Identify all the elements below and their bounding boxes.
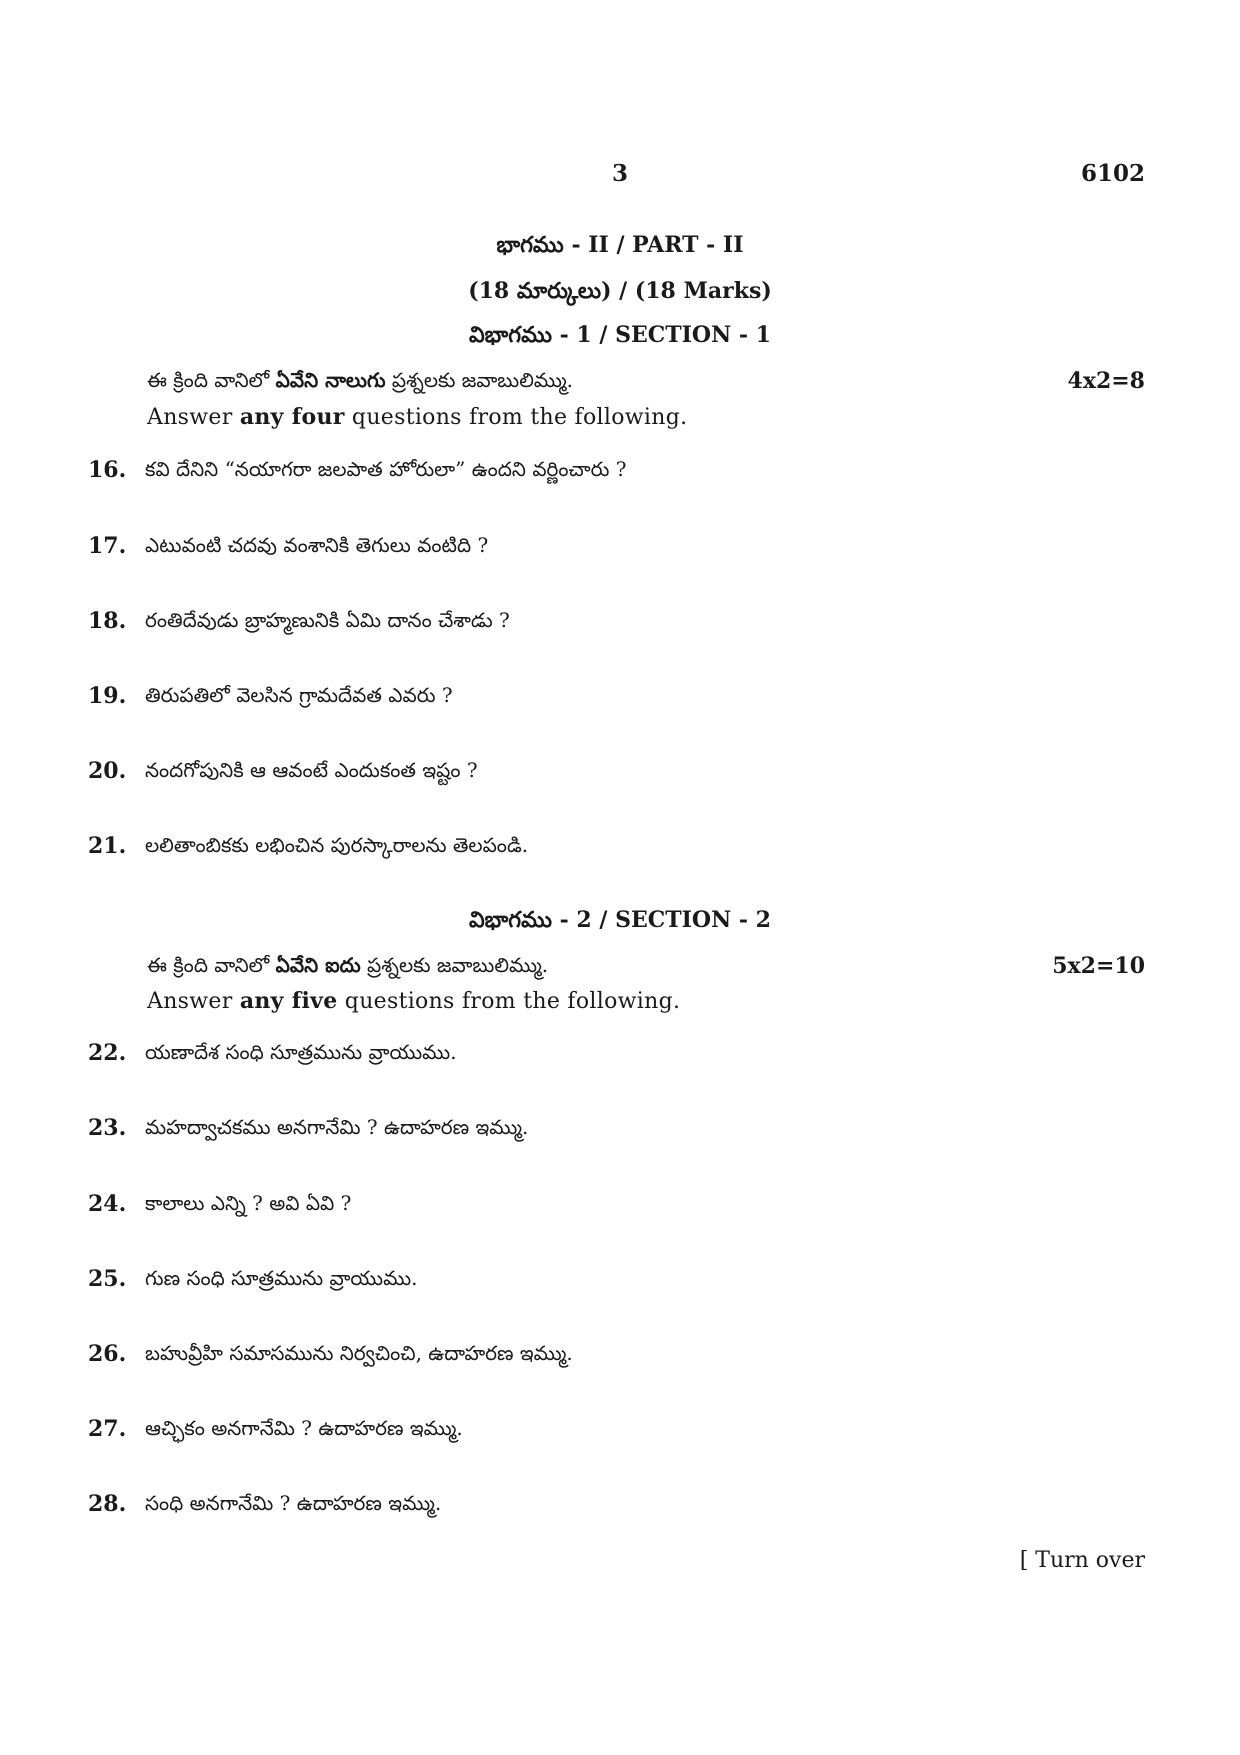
- question-text: నందగోపునికి ఆ ఆవంటే ఎందుకంత ఇష్టం ?: [145, 758, 478, 782]
- question-number: 20.: [88, 758, 127, 784]
- part-title: భాగము - II / PART - II: [496, 232, 744, 258]
- question-text: గుణ సంధి సూత్రమును వ్రాయుము.: [145, 1266, 418, 1290]
- section-1-instruction-telugu: ఈ క్రింది వానిలో ఏవేని నాలుగు ప్రశ్నలకు జవాబులిమ్ము.: [147, 368, 574, 392]
- section-2-marks: 5x2=10: [1052, 953, 1145, 979]
- section-1-marks: 4x2=8: [1067, 368, 1145, 394]
- turn-over-note: [ Turn over: [1019, 1548, 1145, 1573]
- section-1-instruction-english: Answer any four questions from the following.: [147, 404, 688, 430]
- question-number: 22.: [88, 1040, 127, 1066]
- question-number: 26.: [88, 1341, 127, 1367]
- section-2-instruction-telugu: ఈ క్రింది వానిలో ఏవేని ఐదు ప్రశ్నలకు జవాబులిమ్ము.: [147, 953, 549, 977]
- question-number: 17.: [88, 533, 127, 559]
- question-text: ఆచ్ఛికం అనగానేమి ? ఉదాహరణ ఇమ్ము.: [145, 1416, 463, 1440]
- section-2-title: విభాగము - 2 / SECTION - 2: [469, 907, 771, 933]
- question-number: 16.: [88, 457, 127, 483]
- question-text: కవి దేనిని “నయాగరా జలపాత హోరులా” ఉందని వర్ణించారు ?: [145, 457, 627, 481]
- part-marks: (18 మార్కులు) / (18 Marks): [468, 278, 772, 304]
- section-1-title: విభాగము - 1 / SECTION - 1: [469, 322, 771, 348]
- page-number: 3: [611, 160, 628, 187]
- question-number: 19.: [88, 683, 127, 709]
- question-number: 25.: [88, 1266, 127, 1292]
- question-text: యణాదేశ సంధి సూత్రమును వ్రాయుము.: [145, 1040, 457, 1064]
- question-text: రంతిదేవుడు బ్రాహ్మణునికి ఏమి దానం చేశాడు ?: [145, 608, 510, 632]
- question-text: మహద్వాచకము అనగానేమి ? ఉదాహరణ ఇమ్ము.: [145, 1115, 529, 1139]
- question-number: 24.: [88, 1191, 127, 1217]
- question-number: 18.: [88, 608, 127, 634]
- question-text: తిరుపతిలో వెలసిన గ్రామదేవత ఎవరు ?: [145, 683, 453, 707]
- paper-code: 6102: [1080, 160, 1145, 187]
- section-2-instruction-english: Answer any five questions from the following.: [147, 988, 681, 1014]
- question-number: 21.: [88, 833, 127, 859]
- question-text: సంధి అనగానేమి ? ఉదాహరణ ఇమ్ము.: [145, 1491, 442, 1515]
- question-number: 28.: [88, 1491, 127, 1517]
- question-text: లలితాంబికకు లభించిన పురస్కారాలను తెలపండి.: [145, 833, 529, 857]
- question-number: 23.: [88, 1115, 127, 1141]
- question-text: కాలాలు ఎన్ని ? అవి ఏవి ?: [145, 1191, 352, 1215]
- question-text: ఎటువంటి చదవు వంశానికి తెగులు వంటిది ?: [145, 533, 489, 557]
- question-number: 27.: [88, 1416, 127, 1442]
- question-text: బహువ్రీహి సమాసమును నిర్వచించి, ఉదాహరణ ఇమ్ము.: [145, 1341, 573, 1365]
